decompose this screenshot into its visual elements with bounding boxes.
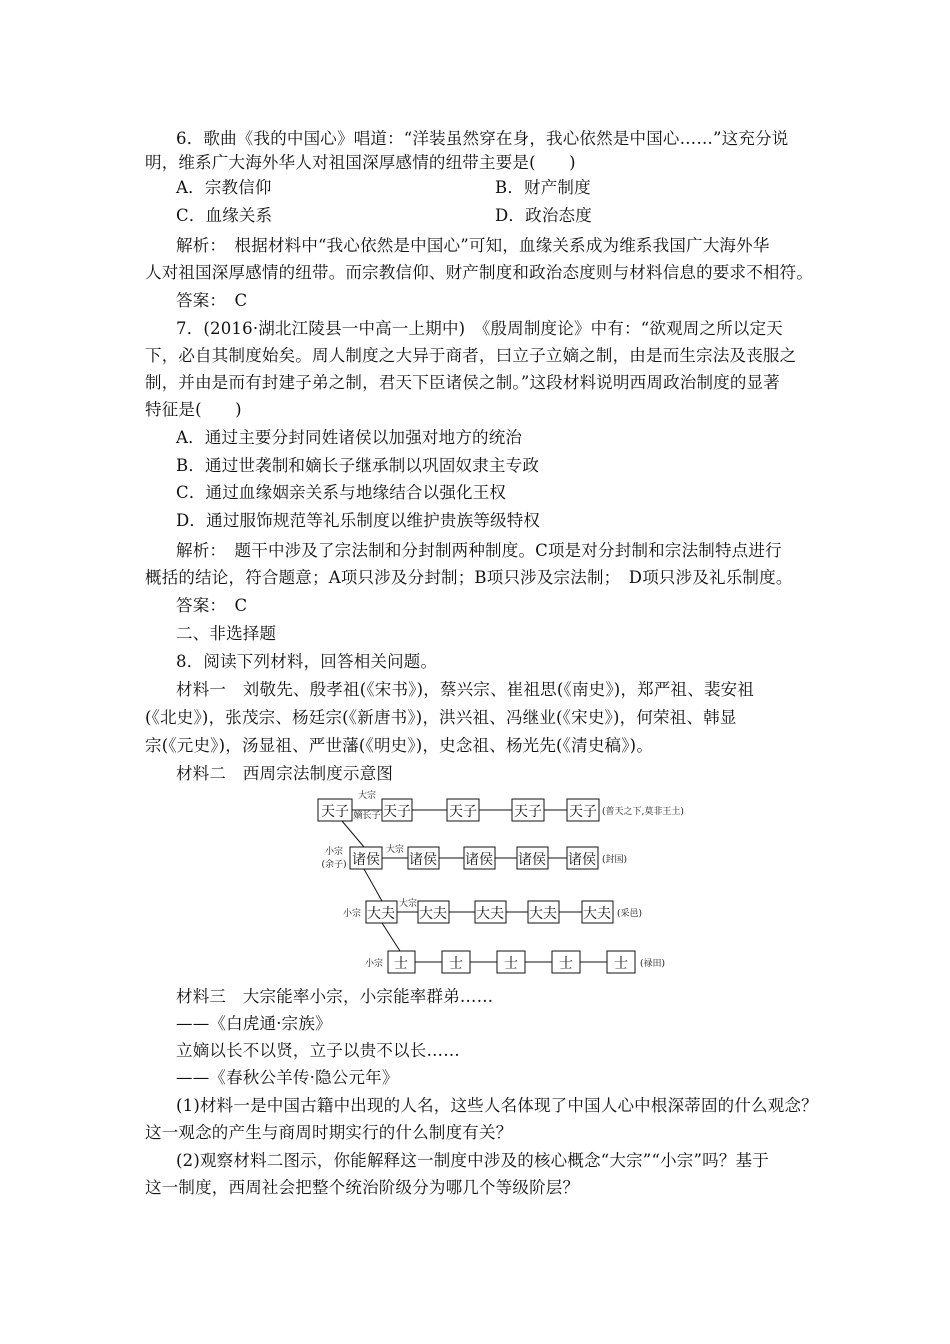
note-lutian: (禄田) — [640, 959, 666, 969]
node-zhuhou-3-label: 诸侯 — [465, 852, 493, 868]
tag-dizhangzi: 嫡长子 — [353, 811, 381, 821]
zongfa-diagram — [312, 790, 684, 980]
node-tianzi-5-label: 天子 — [569, 804, 597, 820]
diagram-connectors — [342, 810, 607, 962]
row-shi — [365, 951, 665, 973]
q7-option-c: C．通过血缘姻亲关系与地缘结合以强化王权 — [176, 483, 507, 502]
node-dafu-4-label: 大夫 — [529, 906, 557, 922]
subquestion2-line1: (2)观察材料二图示，你能解释这一制度中涉及的核心概念“大宗”“小宗”吗？基于 — [176, 1151, 769, 1170]
tag-dazong-2: 大宗 — [385, 845, 405, 855]
q7-line3: 制，并由是而有封建子弟之制，君天下臣诸侯之制。”这段材料说明西周政治制度的显著 — [145, 373, 780, 392]
node-tianzi-4-label: 天子 — [514, 804, 542, 820]
q6-option-d: D．政治态度 — [495, 206, 592, 225]
q7-option-b: B．通过世袭制和嫡长子继承制以巩固奴隶主专政 — [176, 456, 540, 475]
side-xiaozong-1: 小宗 — [324, 847, 344, 857]
node-shi-3-label: 士 — [504, 956, 518, 972]
row-dafu — [343, 897, 642, 923]
node-shi-2-label: 士 — [449, 956, 463, 972]
q6-option-c: C．血缘关系 — [176, 206, 273, 225]
side-xiaozong-3: 小宗 — [364, 959, 384, 969]
section-heading: 二、非选择题 — [176, 624, 277, 643]
q6-line1: 6．歌曲《我的中国心》唱道：“洋装虽然穿在身，我心依然是中国心……”这充分说 — [176, 129, 789, 148]
note-putian: (普天之下,莫非王土) — [602, 807, 684, 817]
subquestion1-line1: (1)材料一是中国古籍中出现的人名，这些人名体现了中国人心中根深蒂固的什么观念？ — [176, 1096, 818, 1115]
node-tianzi-2-label: 天子 — [383, 804, 411, 820]
node-zhuhou-1-label: 诸侯 — [352, 852, 380, 868]
material3-line1: 材料三 大宗能率小宗，小宗能率群弟…… — [176, 987, 494, 1006]
node-tianzi-3-label: 天子 — [449, 804, 477, 820]
node-dafu-1-label: 大夫 — [367, 906, 395, 922]
q6-line2: 明，维系广大海外华人对祖国深厚感情的纽带主要是( ) — [145, 153, 576, 172]
q6-answer: 答案： C — [176, 291, 248, 310]
row-zhuhou — [321, 843, 627, 870]
material1-line3: 宗(《元史》)，汤显祖、严世藩(《明史》)，史念祖、杨光先(《清史稿》)。 — [145, 736, 654, 755]
material3-source2: ——《春秋公羊传·隐公元年》 — [176, 1068, 399, 1087]
q7-line2: 下，必自其制度始矣。周人制度之大异于商者，曰立子立嫡之制，由是而生宗法及丧服之 — [145, 346, 797, 365]
q7-line4: 特征是( ) — [145, 400, 242, 419]
node-zhuhou-5-label: 诸侯 — [568, 852, 596, 868]
material1-line1: 材料一 刘敬先、殷孝祖(《宋书》)，蔡兴宗、崔祖思(《南史》)，郑严祖、裴安祖 — [176, 680, 755, 699]
tag-dazong-3: 大宗 — [398, 899, 418, 909]
q7-option-a: A．通过主要分封同姓诸侯以加强对地方的统治 — [176, 428, 523, 447]
node-shi-4-label: 士 — [559, 956, 573, 972]
q6-option-b: B．财产制度 — [495, 178, 591, 197]
row-tianzi — [318, 789, 684, 821]
material2-title: 材料二 西周宗法制度示意图 — [176, 764, 394, 783]
side-xiaozong-2: 小宗 — [342, 909, 362, 919]
node-zhuhou-4-label: 诸侯 — [518, 852, 546, 868]
node-dafu-3-label: 大夫 — [476, 906, 504, 922]
material3-line2: 立嫡以长不以贤，立子以贵不以长…… — [176, 1041, 460, 1060]
q8-intro: 8．阅读下列材料，回答相关问题。 — [176, 652, 438, 671]
node-shi-5-label: 士 — [614, 956, 628, 972]
node-dafu-2-label: 大夫 — [419, 906, 447, 922]
node-shi-1-label: 士 — [394, 956, 408, 972]
material1-line2: (《北史》)，张茂宗、杨廷宗(《新唐书》)，洪兴祖、冯继业(《宋史》)，何荣祖、韩显 — [145, 708, 737, 727]
q6-option-a: A．宗教信仰 — [176, 178, 272, 197]
material3-source1: ——《白虎通·宗族》 — [176, 1014, 332, 1033]
q7-option-d: D．通过服饰规范等礼乐制度以维护贵族等级特权 — [176, 511, 541, 530]
tag-dazong-1: 大宗 — [357, 791, 377, 801]
q6-analysis-line1: 解析： 根据材料中“我心依然是中国心”可知，血缘关系成为维系我国广大海外华 — [176, 236, 770, 255]
subquestion2-line2: 这一制度，西周社会把整个统治阶级分为哪几个等级阶层？ — [145, 1178, 580, 1197]
node-zhuhou-2-label: 诸侯 — [409, 852, 437, 868]
q7-analysis-line2: 概括的结论，符合题意；A项只涉及分封制；B项只涉及宗法制； D项只涉及礼乐制度。 — [145, 568, 793, 587]
q6-analysis-line2: 人对祖国深厚感情的纽带。而宗教信仰、财产制度和政治态度则与材料信息的要求不相符。 — [145, 263, 813, 282]
q7-answer: 答案： C — [176, 596, 248, 615]
node-tianzi-1-label: 天子 — [321, 804, 349, 820]
subquestion1-line2: 这一观念的产生与商周时期实行的什么制度有关？ — [145, 1123, 513, 1142]
q7-line1: 7．(2016·湖北江陵县一中高一上期中) 《殷周制度论》中有：“欲观周之所以定天 — [176, 319, 783, 338]
node-dafu-5-label: 大夫 — [583, 906, 611, 922]
q7-analysis-line1: 解析： 题干中涉及了宗法制和分封制两种制度。C项是对分封制和宗法制特点进行 — [176, 541, 782, 560]
note-fengguo: (封国) — [602, 855, 628, 865]
side-yuzi: (余子) — [321, 860, 347, 870]
note-caiyi: (采邑) — [617, 909, 643, 919]
